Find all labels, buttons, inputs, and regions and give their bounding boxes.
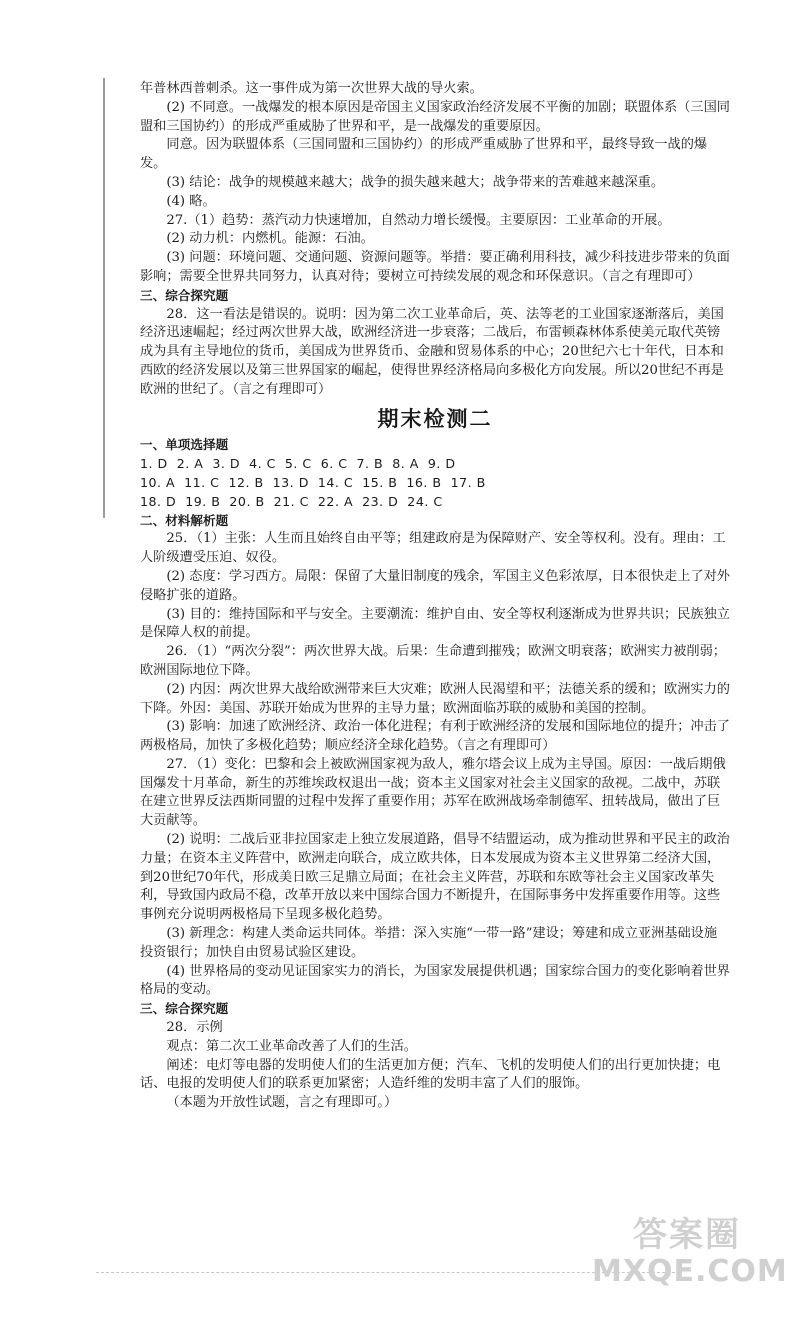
material-paragraph-5: (3) 影响：加速了欧洲经济、政治一体化进程；有利于欧洲经济的发展和国际地位的提升；冲击了两极格局，加快了多极化趋势；顺应经济全球化趋势。（言之有理即可）: [140, 719, 730, 754]
section-heading-material: 二、材料解析题: [140, 512, 229, 528]
watermark-top-text: 答案圈: [633, 1215, 741, 1255]
intro-line-5: 27.（1）趋势：蒸汽动力快速增加，自然动力增长缓慢。主要原因：工业革命的开展。: [166, 212, 671, 228]
watermark-bottom-text: MXQE.COM: [592, 1254, 788, 1289]
intro-line-3: (3) 结论：战争的规模越来越大；战争的损失越来越大；战争带来的苦难越来越深重。: [166, 174, 665, 190]
q28b-paragraph-1: 阐述：电灯等电器的发明使人们的生活更加方便；汽车、飞机的发明使人们的出行更加快捷；电话、电报的发明使人们的联系更加紧密；人造纤维的发明丰富了人们的服饰。: [140, 1057, 721, 1092]
q28b-paragraph-2: （本题为开放性试题，言之有理即可。）: [166, 1095, 398, 1111]
section-heading-choice: 一、单项选择题: [140, 437, 229, 453]
q28-answer: 28．这一看法是错误的。说明：因为第二次工业革命后，英、法等老的工业国家逐渐落后，美国经济迅速崛起；经过两次世界大战，欧洲经济进一步衰落；二战后，布雷顿森林体系使美元取代英镑成为具有主导地位的货币，美国成为世界货币、金融和贸易体系的中心；20世纪六七十年代，日本和西欧的经济发展以及第三世界国家的崛起，使得世界经济格局向多极化方向发展。所以20世纪不再是欧洲的世纪了。（言之有理即可）: [140, 306, 724, 397]
intro-block: [140, 80, 730, 287]
section-heading-comprehensive-a: 三、综合探究题: [140, 287, 229, 303]
material-block: [140, 530, 730, 1000]
intro-line-7: (3) 问题：环境问题、交通问题、资源问题等。举措：要正确利用科技，减少科技进步带来的负面影响；需要全世界共同努力，认真对待；要树立可持续发展的观念和环保意识。（言之有理即可）: [140, 250, 730, 284]
document-body: [140, 80, 730, 1113]
answer-row-3: 18. D 19. B 20. B 21. C 22. A 23. D 24. C: [140, 493, 443, 509]
intro-line-6: (2) 动力机：内燃机。能源：石油。: [166, 231, 374, 247]
material-paragraph-7: (2) 说明：二战后亚非拉国家走上独立发展道路，倡导不结盟运动，成为推动世界和平民主的政治力量；在资本主义阵营中，欧洲走向联合，成立欧共体，日本发展成为资本主义世界第二经济大国，到20世纪70年代，形成美日欧三足鼎立局面；在社会主义阵营，苏联和东欧等社会主义国家改革失利，导致国内政局不稳，改革开放以来中国综合国力不断提升，在国际事务中发挥重要作用等。这些事例充分说明两极格局下呈现多极化趋势。: [140, 832, 730, 923]
q28b-paragraph-0: 观点：第二次工业革命改善了人们的生活。: [166, 1038, 417, 1054]
left-margin-rule: [103, 78, 105, 518]
answer-row-2: 10. A 11. C 12. B 13. D 14. C 15. B 16. B 17. B: [140, 474, 486, 490]
intro-line-4: (4) 略。: [166, 193, 216, 209]
q28b-label: 28．示例: [166, 1020, 223, 1036]
material-paragraph-0: 25．（1）主张：人生而且始终自由平等；组建政府是为保障财产、安全等权利。没有。理由：工人阶级遭受压迫、奴役。: [140, 531, 726, 566]
exam-title: 期末检测二: [377, 406, 493, 431]
intro-line-0: 年普林西普刺杀。这一事件成为第一次世界大战的导火索。: [140, 81, 483, 96]
material-paragraph-9: (4) 世界格局的变动见证国家实力的消长，为国家发展提供机遇；国家综合国力的变化影响着世界格局的变动。: [140, 963, 730, 998]
section-heading-comprehensive-b: 三、综合探究题: [140, 1001, 229, 1017]
site-watermark: [592, 1215, 788, 1295]
material-paragraph-6: 27．（1）变化：巴黎和会上被欧洲国家视为敌人，雅尔塔会议上成为主导国。原因：一战后期俄国爆发十月革命，新生的苏维埃政权退出一战；资本主义国家对社会主义国家的敌视。二战中，苏联在建立世界反法西斯同盟的过程中发挥了重要作用；苏军在欧洲战场牵制德军、扭转战局，做出了巨大贡献等。: [140, 756, 726, 829]
material-paragraph-4: (2) 内因：两次世界大战给欧洲带来巨大灾难；欧洲人民渴望和平；法德关系的缓和；欧洲实力的下降。外因：美国、苏联开始成为世界的主导力量；欧洲面临苏联的威胁和美国的控制。: [140, 681, 730, 716]
material-paragraph-1: (2) 态度：学习西方。局限：保留了大量旧制度的残余，军国主义色彩浓厚，日本很快走上了对外侵略扩张的道路。: [140, 568, 730, 603]
intro-line-1: (2) 不同意。一战爆发的根本原因是帝国主义国家政治经济发展不平衡的加剧；联盟体系（三国同盟和三国协约）的形成严重威胁了世界和平，是一战爆发的重要原因。: [140, 99, 730, 134]
answer-row-1: 1. D 2. A 3. D 4. C 5. C 6. C 7. B 8. A 9. D: [140, 456, 456, 472]
material-paragraph-3: 26．（1）“两次分裂”：两次世界大战。后果：生命遭到摧残；欧洲文明衰落；欧洲实力被削弱；欧洲国际地位下降。: [140, 644, 726, 678]
material-paragraph-2: (3) 目的：维持国际和平与安全。主要潮流：维护自由、安全等权利逐渐成为世界共识；民族独立是保障人权的前提。: [140, 606, 730, 641]
material-paragraph-8: (3) 新理念：构建人类命运共同体。举措：深入实施“一带一路”建设；筹建和成立亚洲基础设施投资银行；加快自由贸易试验区建设。: [140, 926, 718, 960]
intro-line-2: 同意。因为联盟体系（三国同盟和三国协约）的形成严重威胁了世界和平，最终导致一战的爆发。: [140, 137, 708, 172]
